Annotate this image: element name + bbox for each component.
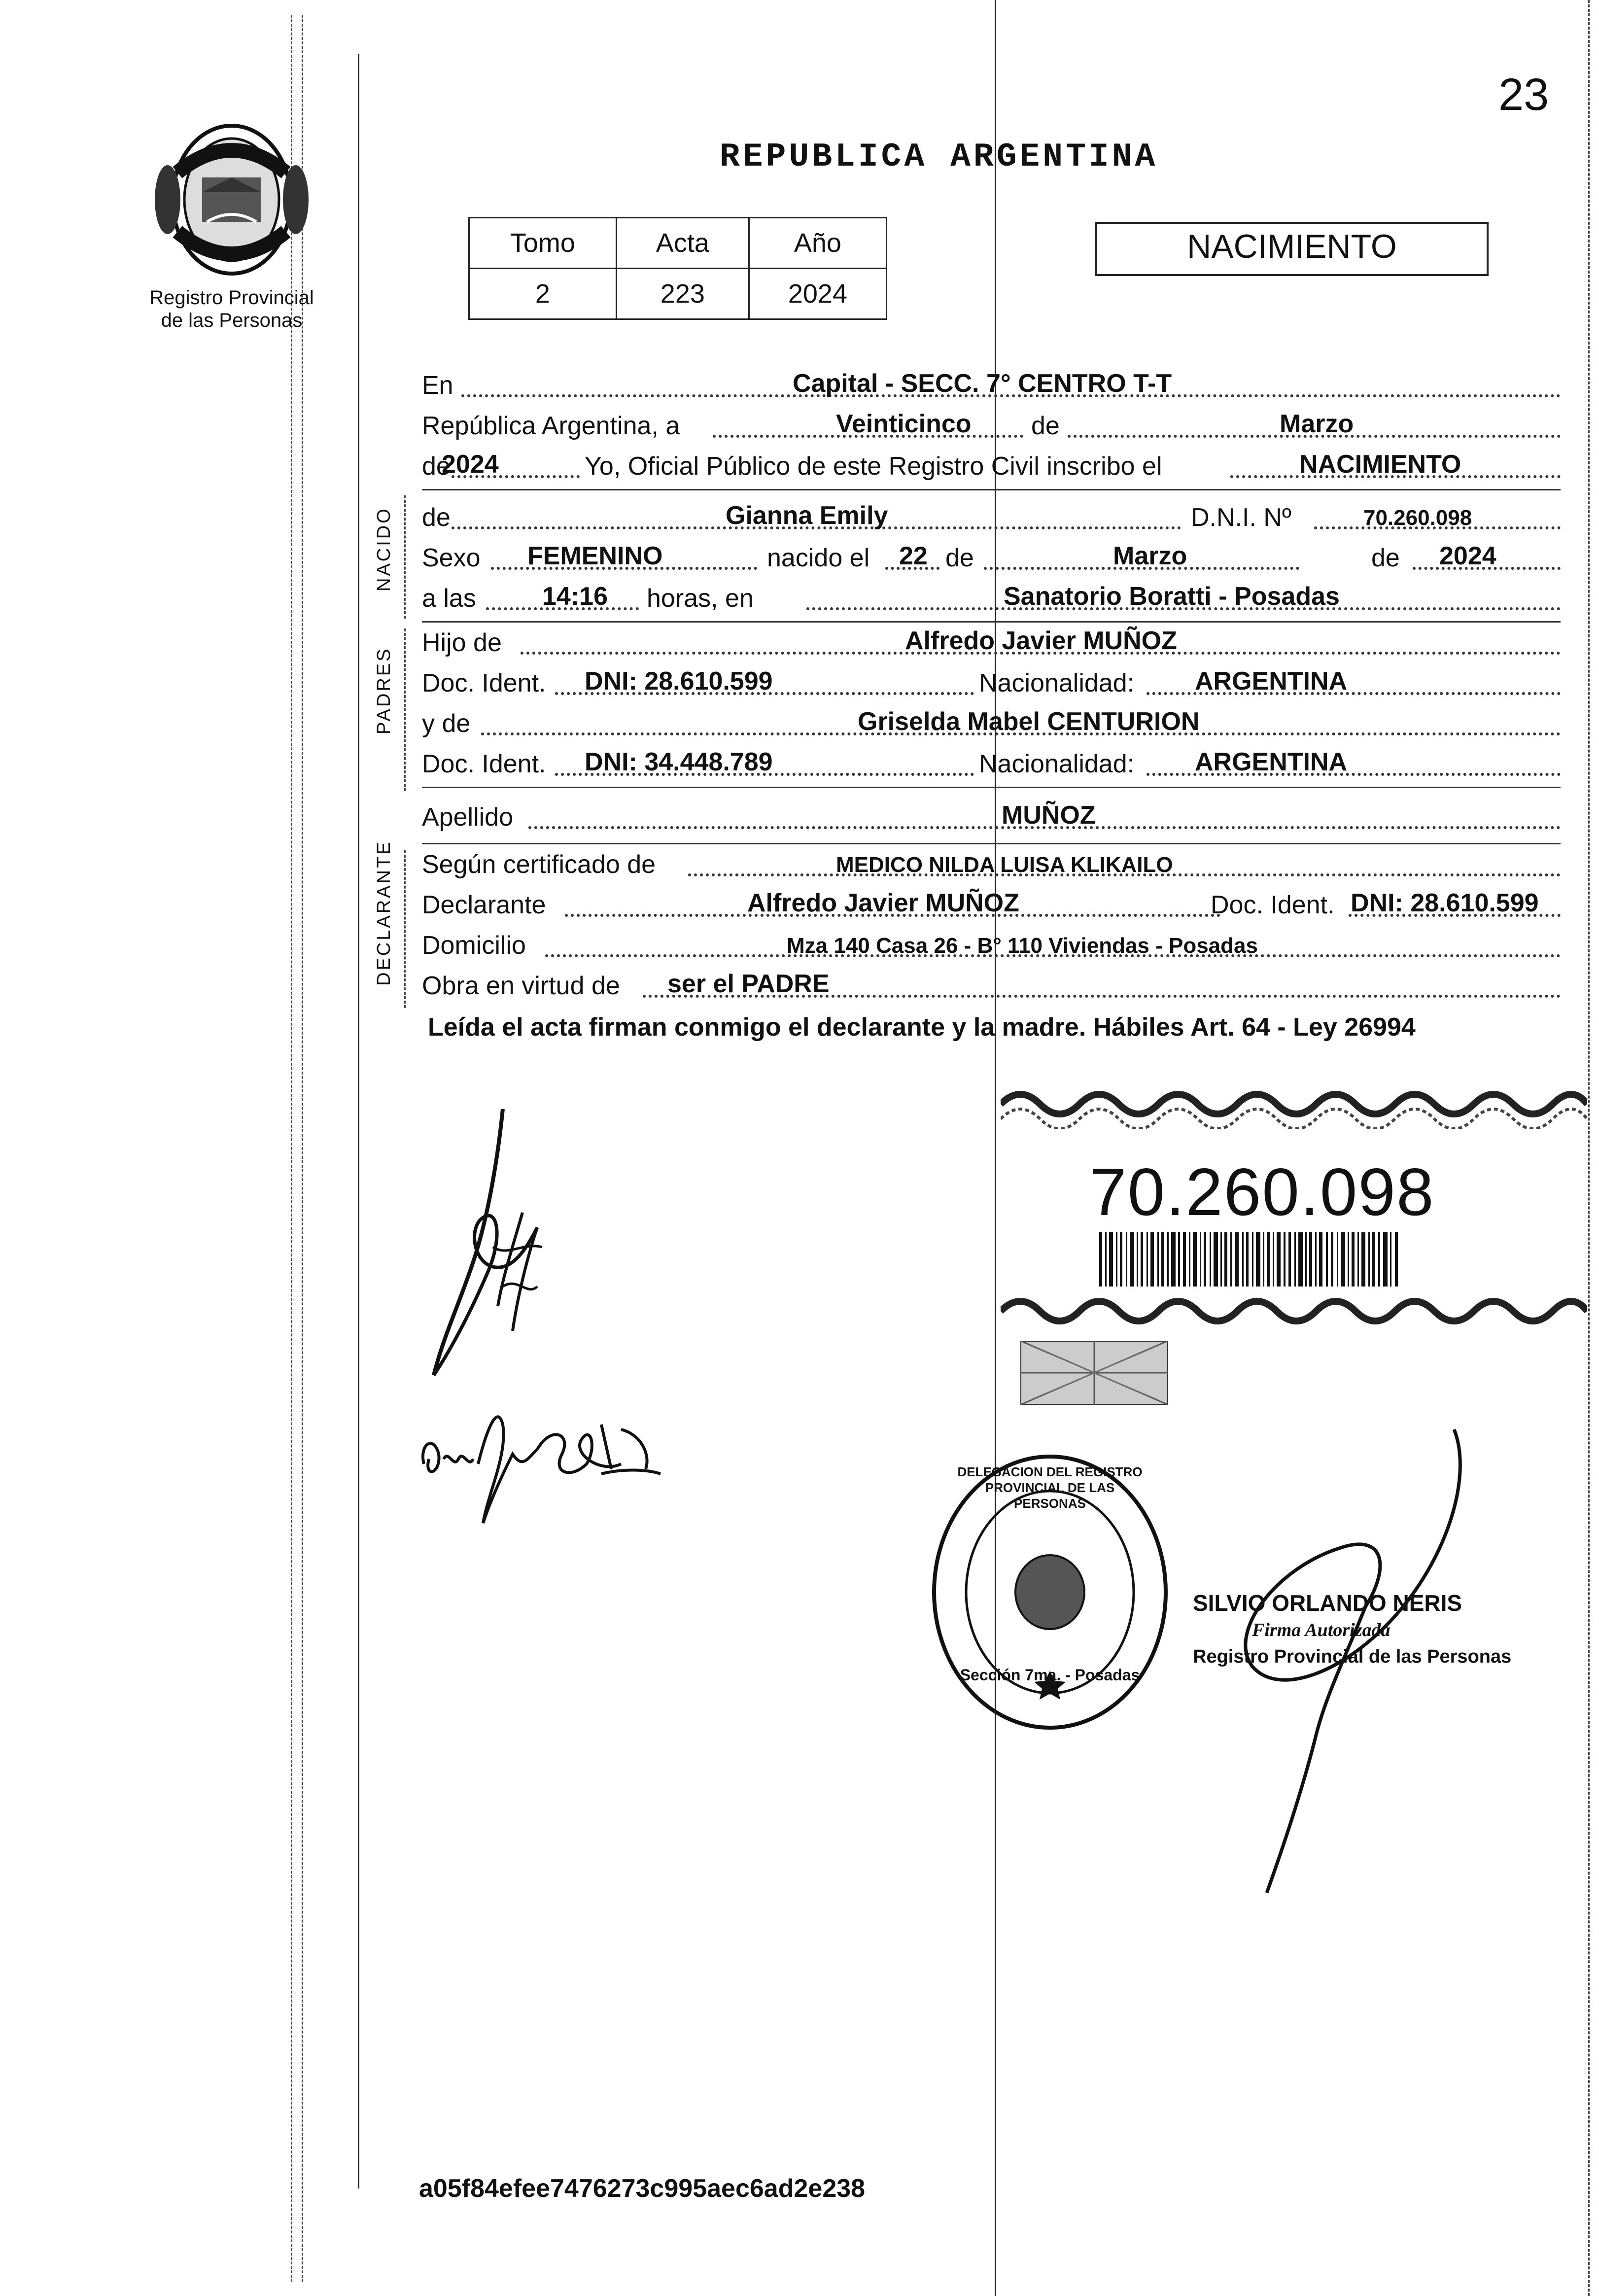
label-de: de	[422, 503, 451, 532]
value-child-dni: 70.260.098	[1363, 506, 1472, 530]
label-domicilio: Domicilio	[422, 931, 526, 960]
province-seal-icon	[148, 118, 315, 281]
signatory-role: Firma Autorizada	[1252, 1620, 1390, 1640]
row-domicilio	[422, 925, 1561, 965]
seal-text: DELEGACION DEL REGISTRO PROVINCIAL DE LAS PERSONAS	[957, 1464, 1143, 1511]
logo-caption: Registro Provincial de las Personas	[149, 287, 314, 331]
value-certificado: MEDICO NILDA LUISA KLIKAILO	[836, 853, 1173, 877]
row-nacido-birth	[422, 537, 1561, 578]
value-birth-place: Sanatorio Boratti - Posadas	[1004, 582, 1340, 611]
value-child-name: Gianna Emily	[726, 501, 888, 530]
row-father-name	[422, 622, 1561, 662]
value-hour: 14:16	[542, 582, 608, 611]
registry-logo	[148, 118, 315, 332]
label-sexo: Sexo	[422, 544, 481, 572]
row-mother-doc	[422, 743, 1561, 784]
value-declarante-doc: DNI: 28.610.599	[1351, 889, 1539, 917]
margin-line-outer	[291, 15, 292, 2282]
value-sexo: FEMENINO	[527, 542, 663, 570]
label-de-year: de	[1371, 544, 1400, 572]
value-month: Marzo	[1280, 410, 1354, 438]
label-nacionalidad: Nacionalidad:	[979, 669, 1135, 697]
label-en: En	[422, 371, 453, 400]
row-en	[422, 365, 1561, 405]
value-acta: 223	[616, 269, 749, 319]
value-father-nat: ARGENTINA	[1195, 667, 1348, 696]
row-republica	[422, 405, 1561, 446]
section-bracket	[404, 850, 406, 1008]
signatory-name: SILVIO ORLANDO NERIS	[1193, 1590, 1462, 1616]
right-edge-line	[1588, 0, 1590, 2296]
page-number: 23	[1498, 70, 1549, 120]
label-certificado: Según certificado de	[422, 850, 656, 879]
closing-note: Leída el acta firman conmigo el declarante y la madre. Hábiles Art. 64 - Ley 26994	[428, 1013, 1416, 1042]
value-apellido: MUÑOZ	[1002, 801, 1096, 830]
value-location: Capital - SECC. 7° CENTRO T-T	[793, 369, 1172, 398]
label-horas-en: horas, en	[647, 584, 754, 613]
row-oficial	[422, 446, 1561, 486]
value-day: Veinticinco	[836, 410, 972, 438]
barcode-icon	[1099, 1232, 1405, 1287]
row-apellido	[422, 797, 1561, 837]
record-type-box: NACIMIENTO	[1095, 222, 1489, 276]
value-mother-nat: ARGENTINA	[1195, 748, 1348, 776]
label-de-year: de	[422, 452, 451, 481]
label-declarante: Declarante	[422, 891, 546, 919]
header-ano: Año	[749, 218, 886, 269]
value-obra: ser el PADRE	[667, 970, 830, 998]
row-nacido-name	[422, 497, 1561, 537]
label-y-de: y de	[422, 709, 471, 738]
hologram-patch-icon	[1020, 1341, 1168, 1405]
value-domicilio: Mza 140 Casa 26 - B° 110 Viviendas - Posadas	[787, 934, 1258, 958]
value-birth-day: 22	[899, 542, 928, 570]
fold-line	[995, 0, 996, 2296]
value-mother-name: Griselda Mabel CENTURION	[858, 707, 1200, 736]
decorative-stamp-band	[1001, 1291, 1587, 1331]
label-obra: Obra en virtud de	[422, 972, 620, 1000]
header-acta: Acta	[616, 218, 749, 269]
header-tomo: Tomo	[469, 218, 617, 269]
document-hash: a05f84efee7476273c995aec6ad2e238	[419, 2174, 866, 2203]
label-dni: D.N.I. Nº	[1191, 503, 1291, 532]
label-de-month: de	[945, 544, 974, 572]
section-label-padres: PADRES	[374, 647, 394, 734]
decorative-stamp-band	[1001, 1079, 1587, 1129]
label-apellido: Apellido	[422, 803, 514, 832]
page-title: REPUBLICA ARGENTINA	[720, 138, 1158, 176]
label-republica: República Argentina, a	[422, 412, 680, 440]
label-hijo-de: Hijo de	[422, 628, 502, 657]
value-mother-doc: DNI: 34.448.789	[585, 748, 773, 776]
value-tomo: 2	[469, 269, 617, 319]
label-doc-ident: Doc. Ident.	[422, 750, 546, 778]
value-father-name: Alfredo Javier MUÑOZ	[905, 626, 1177, 655]
table-header-row	[469, 218, 887, 269]
left-border-line	[358, 54, 359, 2189]
value-declarante: Alfredo Javier MUÑOZ	[747, 889, 1019, 917]
label-alas: a las	[422, 584, 476, 613]
registry-table	[468, 217, 887, 320]
seal-section: Sección 7ma. - Posadas	[960, 1666, 1140, 1684]
section-divider	[422, 787, 1561, 788]
mother-signature	[414, 1395, 670, 1543]
section-bracket	[404, 495, 406, 619]
declarant-signature	[414, 1099, 621, 1405]
label-de: de	[1031, 412, 1060, 440]
section-label-nacido: NACIDO	[374, 507, 394, 591]
margin-line-inner	[302, 15, 303, 2282]
value-year: 2024	[442, 450, 499, 479]
official-round-seal	[927, 1449, 1173, 1735]
value-act: NACIMIENTO	[1299, 450, 1461, 479]
stamped-dni-number: 70.260.098	[1089, 1154, 1435, 1229]
row-mother-name	[422, 703, 1561, 743]
value-birth-year: 2024	[1439, 542, 1496, 570]
value-father-doc: DNI: 28.610.599	[585, 667, 773, 696]
value-ano: 2024	[749, 269, 886, 319]
row-obra	[422, 965, 1561, 1006]
label-nacionalidad: Nacionalidad:	[979, 750, 1135, 778]
section-divider	[422, 489, 1561, 490]
row-certificado	[422, 844, 1561, 884]
value-birth-month: Marzo	[1113, 542, 1187, 570]
section-bracket	[404, 628, 406, 791]
section-label-declarante: DECLARANTE	[374, 840, 394, 986]
label-oficial: Yo, Oficial Público de este Registro Civil inscribo el	[585, 452, 1162, 481]
table-value-row	[469, 269, 887, 319]
label-doc-ident: Doc. Ident.	[422, 669, 546, 697]
row-declarante	[422, 884, 1561, 925]
label-doc-ident: Doc. Ident.	[1211, 891, 1335, 919]
row-nacido-time	[422, 578, 1561, 618]
row-father-doc	[422, 662, 1561, 703]
signatory-org: Registro Provincial de las Personas	[1193, 1646, 1512, 1667]
label-nacido-el: nacido el	[767, 544, 870, 572]
